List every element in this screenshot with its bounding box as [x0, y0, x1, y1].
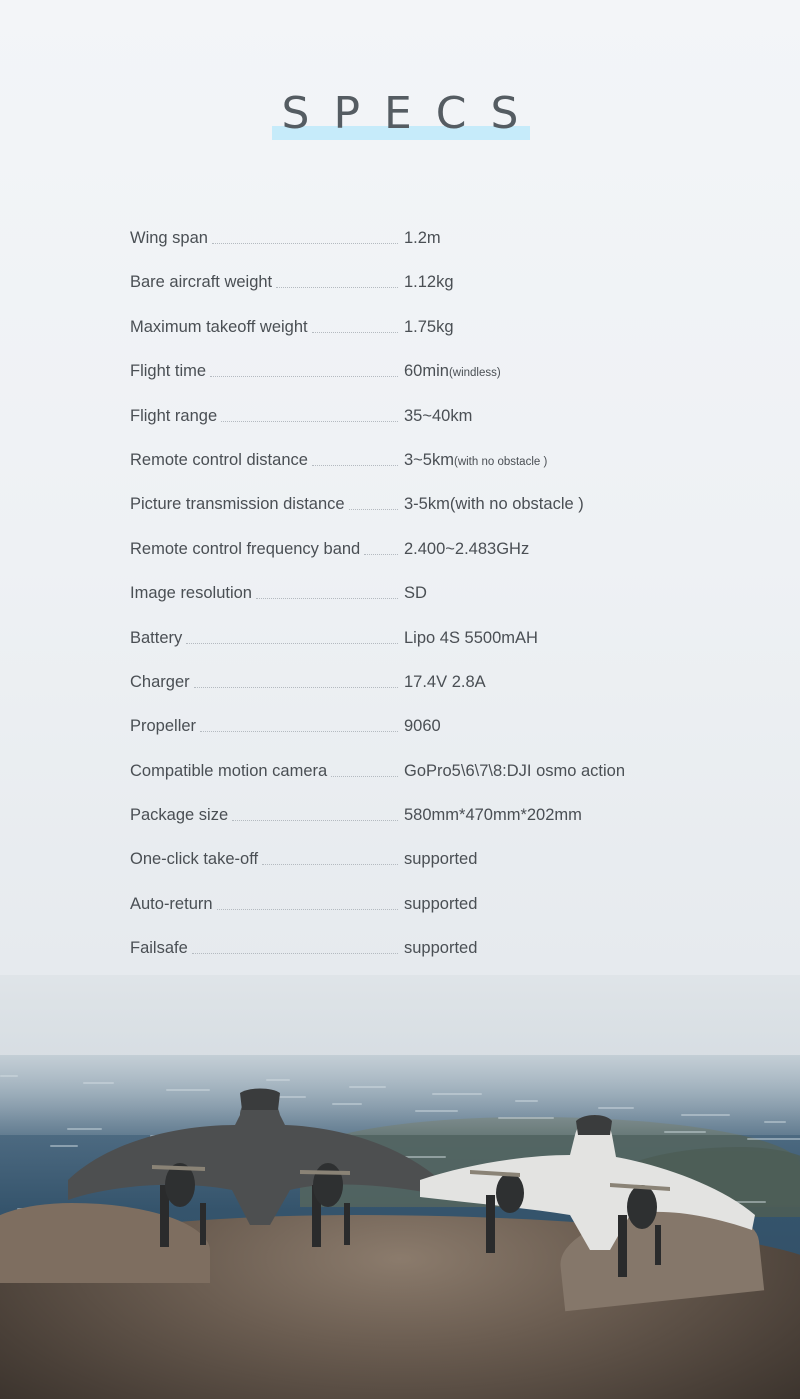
drone-dark	[0, 975, 800, 1399]
spec-value	[404, 584, 427, 603]
spec-label: Maximum takeoff weight	[130, 317, 308, 336]
dot-leader	[221, 421, 398, 422]
spec-row	[130, 759, 690, 803]
specs-heading	[0, 88, 800, 148]
spec-value-text: 580mm*470mm*202mm	[404, 806, 582, 825]
spec-label: Remote control distance	[130, 450, 308, 469]
spec-value-text: 3~5km	[404, 450, 454, 469]
dark-drone-body	[68, 1089, 440, 1248]
spec-value	[404, 318, 454, 337]
dot-leader	[194, 687, 398, 688]
spec-value-note: (with no obstacle )	[453, 455, 548, 468]
spec-value	[404, 939, 477, 958]
spec-label: Flight range	[130, 406, 218, 425]
spec-value	[404, 629, 538, 648]
page-title: SPECS	[281, 88, 543, 139]
spec-value-text: supported	[404, 850, 478, 869]
specs-list	[130, 226, 690, 981]
spec-label: Wing span	[130, 229, 208, 247]
spec-value	[404, 451, 547, 470]
spec-label: Battery	[130, 628, 183, 647]
spec-label: Bare aircraft weight	[130, 273, 273, 292]
spec-label: Auto-return	[130, 894, 213, 913]
spec-value-text: 17.4V 2.8A	[404, 672, 486, 691]
spec-row	[130, 404, 690, 448]
spec-label: Propeller	[130, 717, 197, 736]
spec-value-text: 9060	[404, 717, 441, 736]
spec-label: Picture transmission distance	[130, 495, 345, 514]
spec-row	[130, 892, 690, 936]
dot-leader	[276, 287, 398, 288]
spec-value-text: supported	[404, 939, 478, 958]
spec-label: Flight time	[130, 362, 207, 381]
spec-value-text: supported	[404, 894, 478, 913]
spec-value-text: 1.2m	[404, 229, 441, 247]
spec-value	[404, 540, 529, 559]
spec-value-note: (windless)	[448, 367, 501, 380]
spec-row	[130, 670, 690, 714]
spec-row	[130, 714, 690, 758]
spec-row	[130, 359, 690, 403]
spec-value	[404, 673, 486, 692]
spec-value	[404, 362, 501, 381]
dot-leader	[217, 909, 398, 910]
dot-leader	[212, 243, 398, 244]
spec-label: Image resolution	[130, 584, 252, 603]
spec-value	[404, 495, 584, 514]
spec-label: Compatible motion camera	[130, 761, 328, 780]
dot-leader	[192, 953, 398, 954]
spec-value-text: 3-5km(with no obstacle )	[404, 495, 584, 514]
spec-label: Failsafe	[130, 939, 188, 958]
dot-leader	[331, 776, 398, 777]
dot-leader	[312, 465, 398, 466]
spec-row	[130, 847, 690, 891]
spec-value	[404, 762, 625, 781]
dot-leader	[312, 332, 398, 333]
dot-leader	[232, 820, 398, 821]
spec-value	[404, 407, 472, 426]
spec-row	[130, 315, 690, 359]
spec-value	[404, 229, 441, 248]
spec-value-text: SD	[404, 584, 427, 603]
dot-leader	[210, 376, 398, 377]
dot-leader	[364, 554, 398, 555]
spec-value	[404, 806, 582, 825]
spec-value	[404, 273, 454, 292]
spec-value-text: 2.400~2.483GHz	[404, 539, 530, 558]
spec-label: One-click take-off	[130, 850, 259, 869]
spec-value-text: 35~40km	[404, 406, 473, 425]
spec-label: Charger	[130, 672, 190, 691]
spec-value-text: 1.12kg	[404, 273, 454, 292]
spec-value	[404, 717, 441, 736]
spec-value-text: GoPro5\6\7\8:DJI osmo action	[404, 761, 626, 780]
spec-label: Remote control frequency band	[130, 539, 361, 558]
dot-leader	[200, 731, 398, 732]
dot-leader	[186, 643, 398, 644]
dot-leader	[256, 598, 398, 599]
spec-value	[404, 850, 477, 869]
spec-row	[130, 936, 690, 980]
spec-row	[130, 448, 690, 492]
spec-row	[130, 492, 690, 536]
dot-leader	[262, 864, 398, 865]
spec-row	[130, 803, 690, 847]
spec-value-text: 60min	[404, 362, 449, 381]
spec-value-text: Lipo 4S 5500mAH	[404, 628, 538, 647]
spec-value	[404, 895, 477, 914]
spec-row	[130, 581, 690, 625]
spec-value-text: 1.75kg	[404, 317, 454, 336]
dot-leader	[349, 509, 398, 510]
drone-photo	[0, 975, 800, 1399]
spec-label: Package size	[130, 806, 229, 825]
spec-row	[130, 226, 690, 270]
spec-row	[130, 270, 690, 314]
spec-row	[130, 537, 690, 581]
spec-row	[130, 626, 690, 670]
white-drone-body	[420, 1115, 755, 1277]
